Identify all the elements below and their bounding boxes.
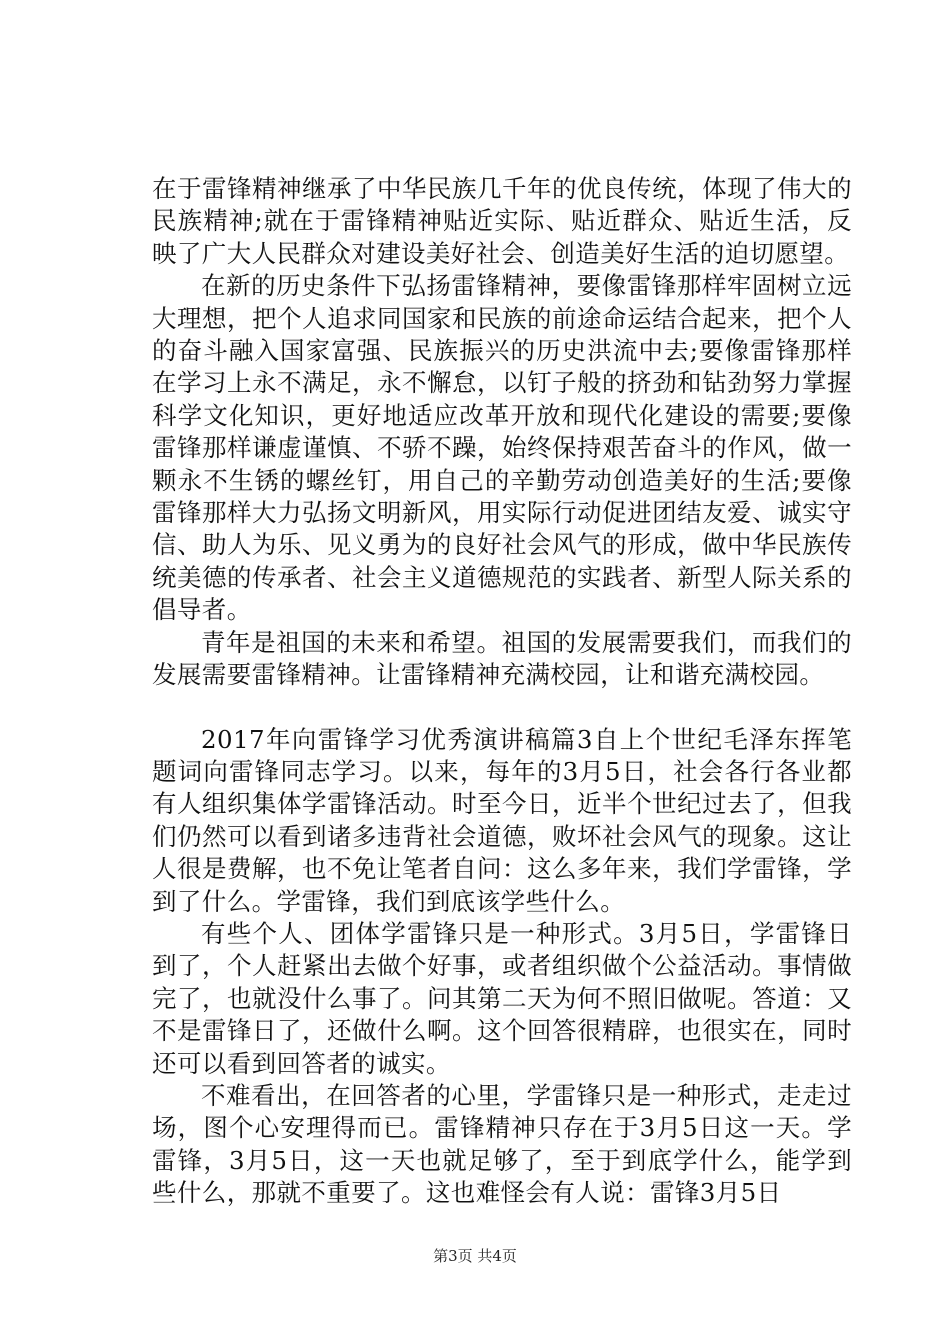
paragraph-speech-3: 2017年向雷锋学习优秀演讲稿篇3自上个世纪毛泽东挥笔题词向雷锋同志学习。以来，每年的3月5日，社会各行各业都有人组织集体学雷锋活动。时至今日，近半个世纪过去了，但我们仍然可以看到诸多违背社会道德，败坏社会风气的现象。这让人很是费解，也不免让笔者自问：这么多年来，我们学雷锋，学到了什么。学雷锋，我们到底该学些什么。	[152, 724, 852, 916]
paragraph-formality: 有些个人、团体学雷锋只是一种形式。3月5日，学雷锋日到了，个人赶紧出去做个好事，或者组织做个公益活动。事情做完了，也就没什么事了。问其第二天为何不照旧做呢。答道：又不是雷锋日了，还做什么啊。这个回答很精辟，也很实在，同时还可以看到回答者的诚实。	[152, 918, 852, 1078]
paragraph-observation: 不难看出，在回答者的心里，学雷锋只是一种形式，走走过场，图个心安理得而已。雷锋精神只存在于3月5日这一天。学雷锋，3月5日，这一天也就足够了，至于到底学什么，能学到些什么，那就不重要了。这也难怪会有人说：雷锋3月5日	[152, 1080, 852, 1208]
paragraph-youth: 青年是祖国的未来和希望。祖国的发展需要我们，而我们的发展需要雷锋精神。让雷锋精神充满校园，让和谐充满校园。	[152, 627, 852, 690]
paragraph-gap	[152, 692, 852, 724]
paragraph-new-era: 在新的历史条件下弘扬雷锋精神，要像雷锋那样牢固树立远大理想，把个人追求同国家和民族的前途命运结合起来，把个人的奋斗融入国家富强、民族振兴的历史洪流中去;要像雷锋那样在学习上永不满足，永不懈怠，以钉子般的挤劲和钻劲努力掌握科学文化知识，更好地适应改革开放和现代化建设的需要;要像雷锋那样谦虚谨慎、不骄不躁，始终保持艰苦奋斗的作风，做一颗永不生锈的螺丝钉，用自己的辛勤劳动创造美好的生活;要像雷锋那样大力弘扬文明新风，用实际行动促进团结友爱、诚实守信、助人为乐、见义勇为的良好社会风气的形成，做中华民族传统美德的传承者、社会主义道德规范的实践者、新型人际关系的倡导者。	[152, 271, 852, 625]
page-footer: 第3页 共4页	[433, 1247, 517, 1265]
paragraph-continuation: 在于雷锋精神继承了中华民族几千年的优良传统，体现了伟大的民族精神;就在于雷锋精神贴近实际、贴近群众、贴近生活，反映了广大人民群众对建设美好社会、创造美好生活的迫切愿望。	[152, 174, 852, 268]
document-body	[152, 173, 852, 1210]
